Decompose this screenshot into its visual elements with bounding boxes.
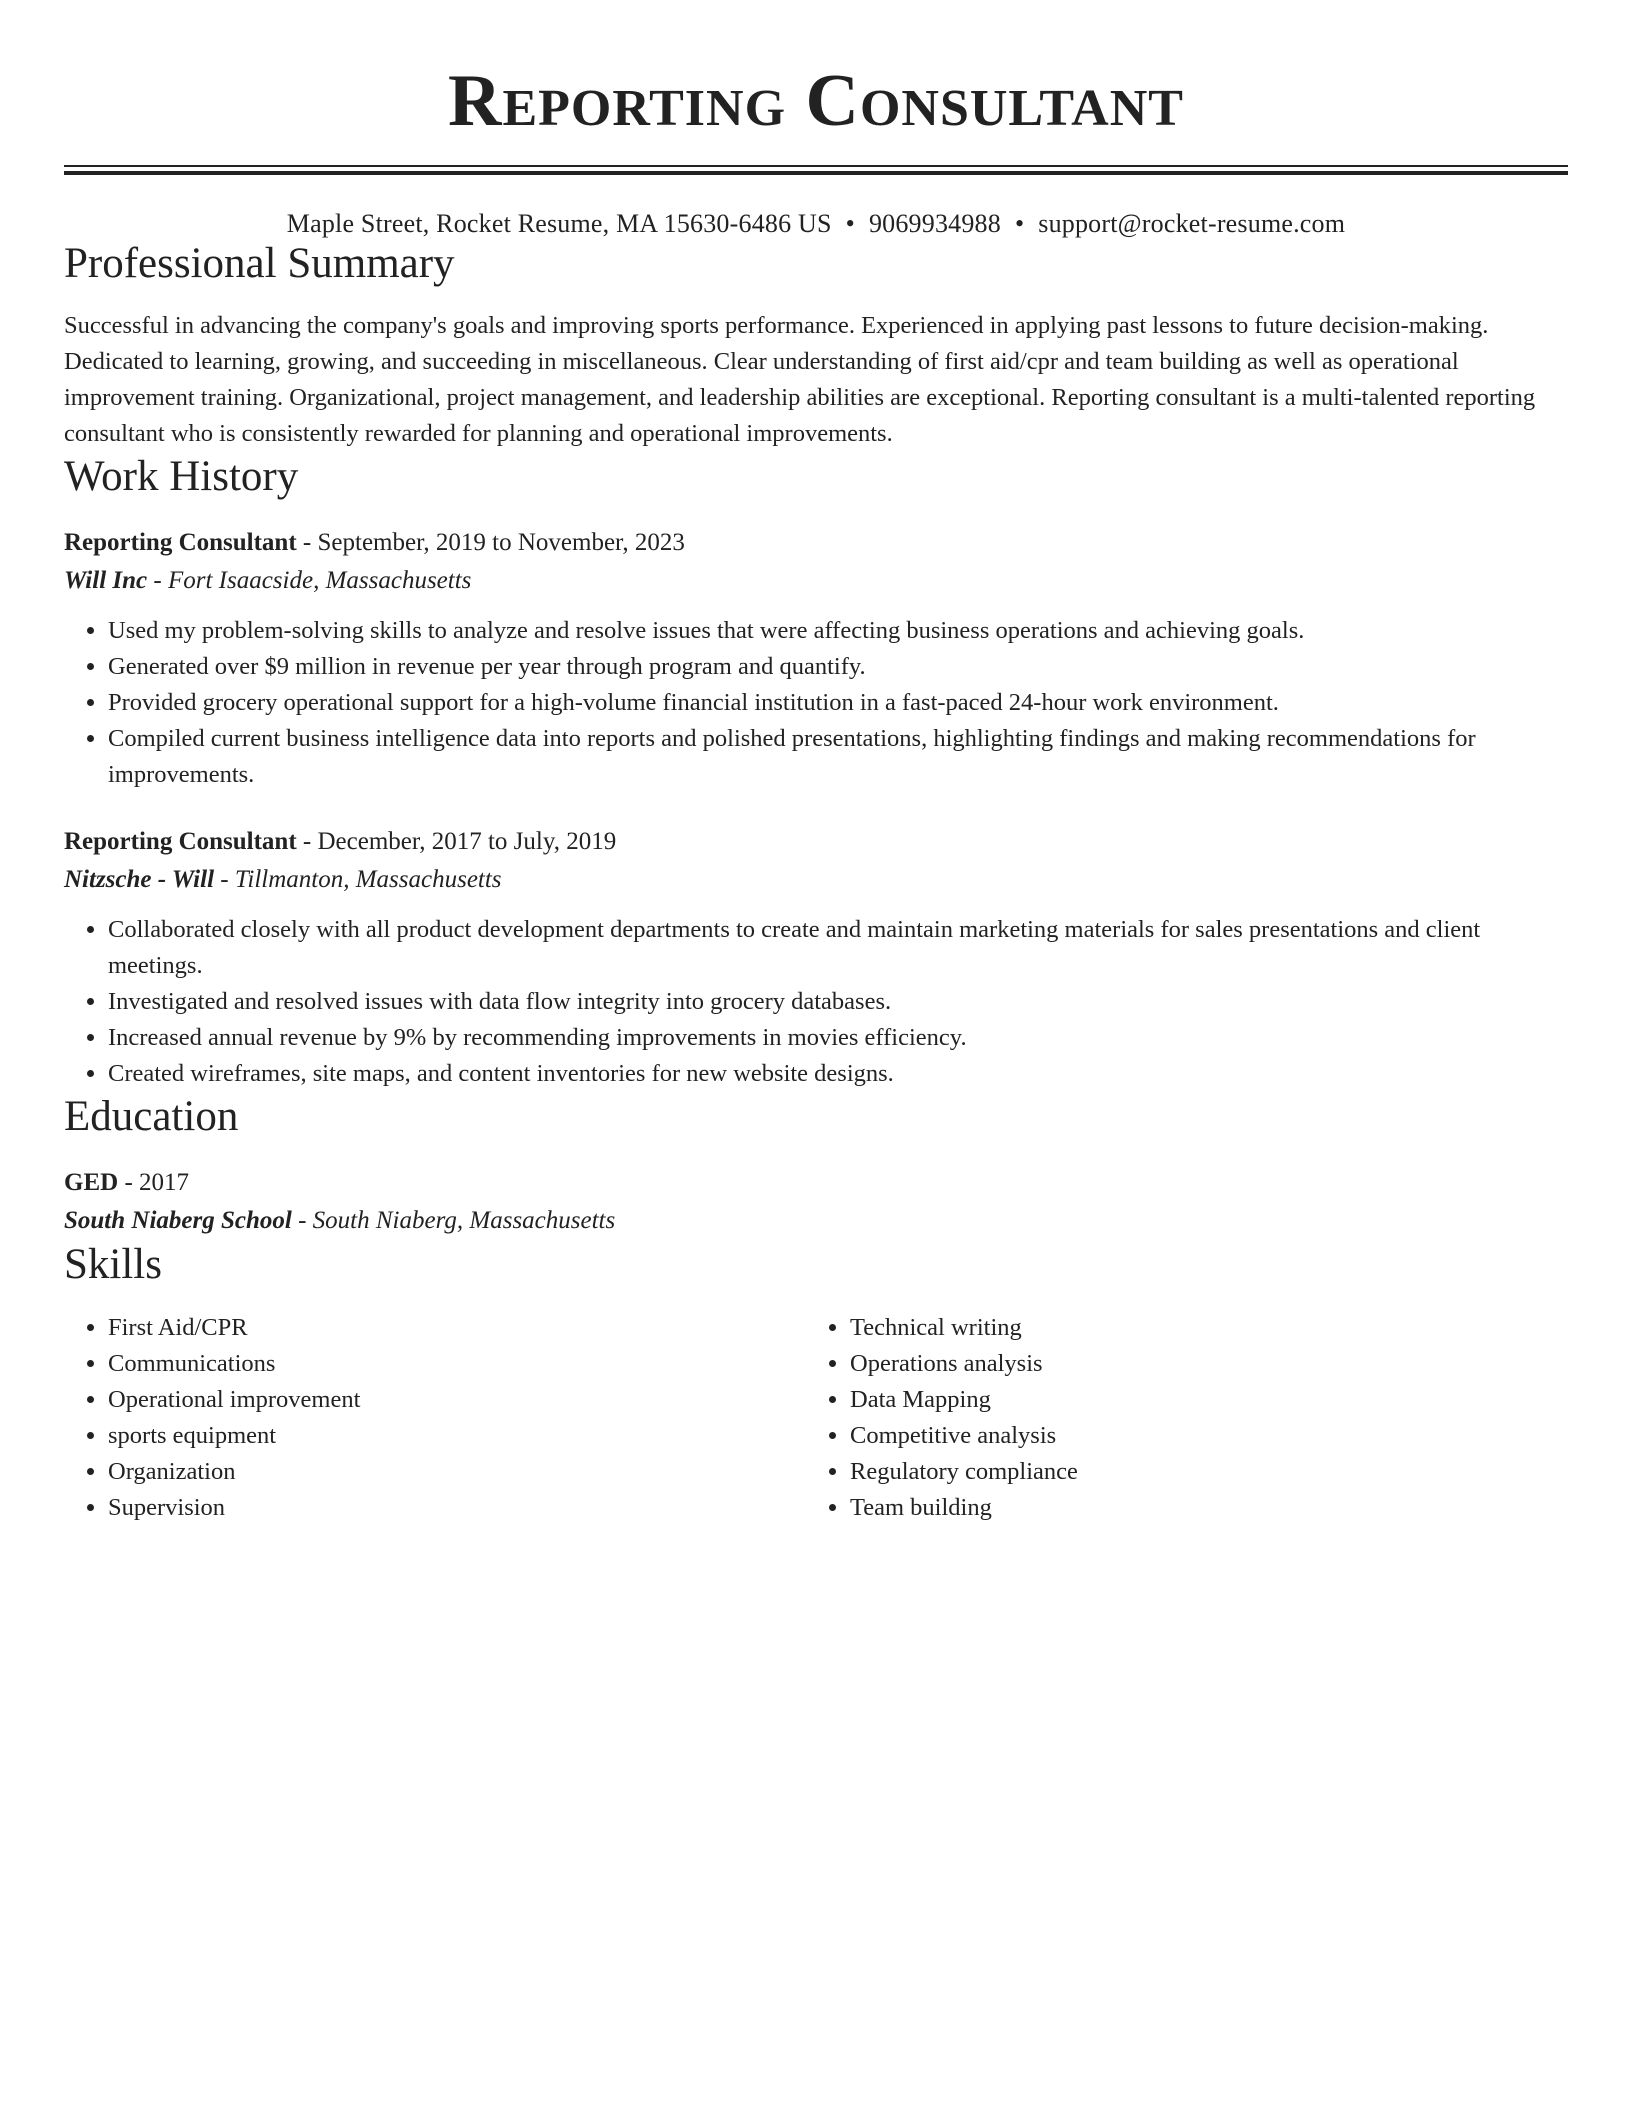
contact-email: support@rocket-resume.com — [1038, 209, 1346, 238]
job-company: Will Inc — [64, 567, 148, 594]
summary-text: Successful in advancing the company's goals and improving sports performance. Experienced in applying past lessons to future decision-making. Dedicated to learning, growing, and succeeding in miscellaneous. Clear understanding of first aid/cpr and team building as well as operational improvement training. Organizational, project management, and leadership abilities are exceptional. Reporting consultant is a multi-talented reporting consultant who is consistently rewarded for planning and operational improvements. — [64, 312, 1536, 447]
summary-heading: Professional Summary — [64, 240, 455, 287]
job-bullet: • Investigated and resolved issues with data flow integrity into grocery databases. — [108, 984, 1568, 1020]
job-bullets — [64, 912, 1568, 1092]
education-degree: GED — [64, 1169, 119, 1196]
job-entry — [64, 524, 1568, 793]
job-bullet: • Collaborated closely with all product development departments to create and maintain marketing materials for sales presentations and client meetings. — [108, 912, 1568, 984]
job-dates: September, 2019 to November, 2023 — [317, 529, 685, 556]
job-bullet: • Used my problem-solving skills to analyze and resolve issues that were affecting business operations and achieving goals. — [108, 613, 1568, 649]
skill-item: • Team building — [850, 1490, 1548, 1526]
job-bullet: • Provided grocery operational support for a high-volume financial institution in a fast-paced 24-hour work environment. — [108, 685, 1568, 721]
skills-heading: Skills — [64, 1241, 162, 1288]
skill-item: • First Aid/CPR — [108, 1310, 806, 1346]
job-location: Tillmanton, Massachusetts — [234, 866, 502, 893]
skill-item: • Competitive analysis — [850, 1418, 1548, 1454]
skill-item: • sports equipment — [108, 1418, 806, 1454]
skills-list-left — [64, 1310, 806, 1526]
education-school: South Niaberg School — [64, 1207, 292, 1234]
job-bullet: • Generated over $9 million in revenue per year through program and quantify. — [108, 649, 1568, 685]
job-title-line: Reporting Consultant - September, 2019 to November, 2023 — [64, 529, 685, 556]
contact-line — [64, 209, 1568, 239]
education-location: South Niaberg, Massachusetts — [312, 1207, 616, 1234]
job-location: Fort Isaacside, Massachusetts — [167, 567, 472, 594]
education-school-line: South Niaberg School - South Niaberg, Massachusetts — [64, 1207, 616, 1234]
job-entry — [64, 823, 1568, 1092]
job-bullet: • Increased annual revenue by 9% by recommending improvements in movies efficiency. — [108, 1020, 1568, 1056]
education-year: 2017 — [139, 1169, 190, 1196]
job-company: Nitzsche - Will — [64, 866, 215, 893]
contact-address: Maple Street, Rocket Resume, MA 15630-6486 US — [286, 209, 832, 238]
contact-separator: • — [845, 209, 855, 238]
education-degree-line: GED - 2017 — [64, 1169, 190, 1196]
skill-item: • Communications — [108, 1346, 806, 1382]
job-role: Reporting Consultant — [64, 529, 297, 556]
skill-item: • Organization — [108, 1454, 806, 1490]
education-heading: Education — [64, 1093, 239, 1140]
job-bullet: • Created wireframes, site maps, and content inventories for new website designs. — [108, 1056, 1568, 1092]
education-entry — [64, 1164, 1568, 1240]
work-history-heading: Work History — [64, 453, 299, 500]
resume-name: Reporting Consultant — [448, 60, 1184, 142]
job-bullets — [64, 613, 1568, 793]
job-role: Reporting Consultant — [64, 828, 297, 855]
contact-separator: • — [1014, 209, 1025, 238]
skill-item: • Data Mapping — [850, 1382, 1548, 1418]
skill-item: • Technical writing — [850, 1310, 1548, 1346]
header-divider — [64, 165, 1568, 175]
skill-item: • Operational improvement — [108, 1382, 806, 1418]
job-company-line: Will Inc - Fort Isaacside, Massachusetts — [64, 567, 472, 594]
skill-item: • Regulatory compliance — [850, 1454, 1548, 1490]
job-dates: December, 2017 to July, 2019 — [317, 828, 617, 855]
skills-list-right — [806, 1310, 1548, 1526]
skill-item: • Supervision — [108, 1490, 806, 1526]
skill-item: • Operations analysis — [850, 1346, 1548, 1382]
skills-columns — [64, 1310, 1568, 1526]
job-bullet: • Compiled current business intelligence data into reports and polished presentations, highlighting findings and making recommendations for improvements. — [108, 721, 1568, 793]
job-title-line: Reporting Consultant - December, 2017 to July, 2019 — [64, 828, 617, 855]
contact-phone: 9069934988 — [868, 209, 1001, 238]
job-company-line: Nitzsche - Will - Tillmanton, Massachusetts — [64, 866, 502, 893]
